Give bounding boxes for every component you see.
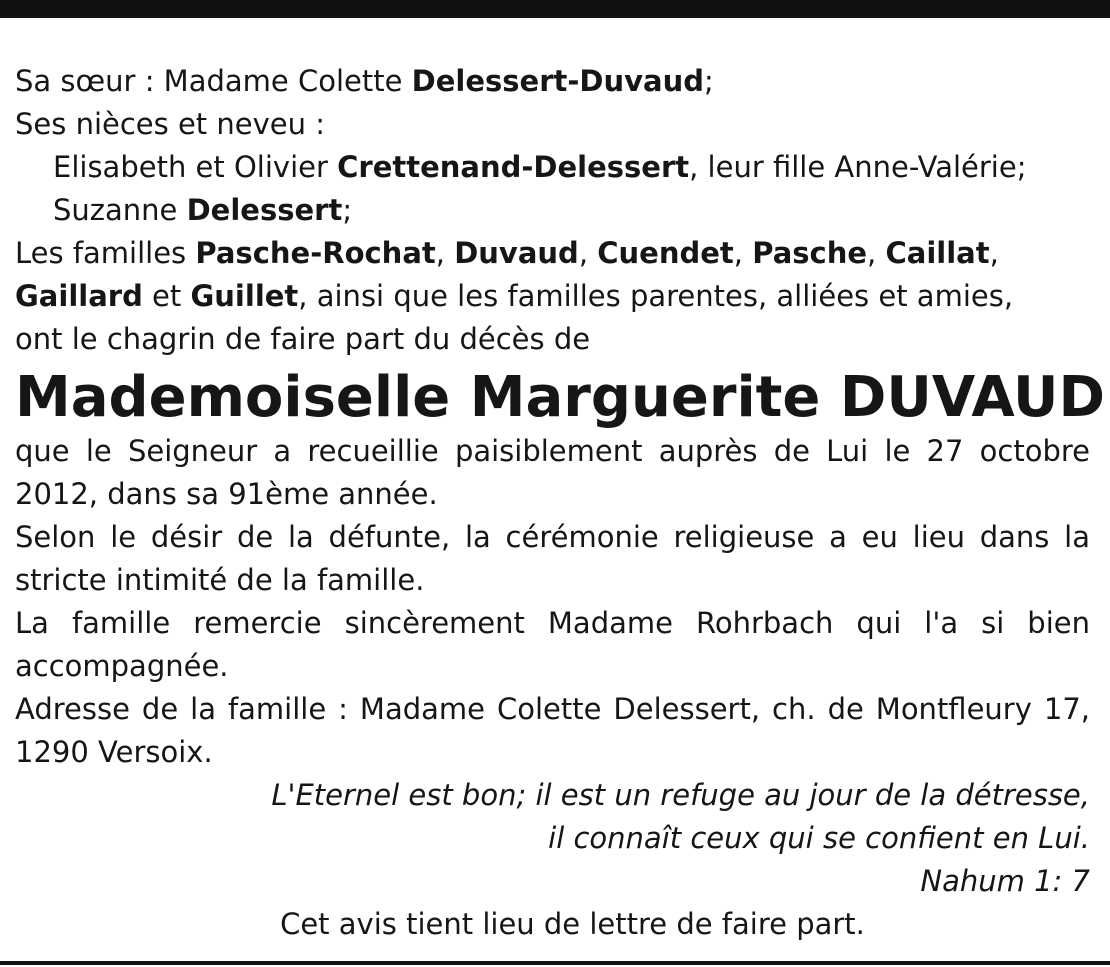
punctuation: ;: [704, 64, 714, 98]
obituary-notice: [15, 60, 1105, 946]
body-text-line: accompagnée.: [15, 649, 229, 683]
sister-line: [15, 60, 1090, 103]
niece-line-1: [15, 146, 1090, 189]
separator: ,: [435, 236, 455, 270]
family-name: Cuendet: [597, 236, 734, 270]
body-text-line: 2012, dans sa 91ème année.: [15, 477, 438, 511]
separator: ,: [578, 236, 598, 270]
body-text-line: stricte intimité de la famille.: [15, 563, 425, 597]
niece-name: Delessert: [186, 193, 343, 227]
families-line-1: [15, 232, 1090, 275]
nieces-intro: Ses nièces et neveu :: [15, 107, 325, 141]
bible-verse-line: il connaît ceux qui se confient en Lui.: [548, 821, 1090, 855]
announcement-line: ont le chagrin de faire part du décès de: [15, 322, 591, 356]
bottom-border-rule: [0, 961, 1110, 965]
family-name: Gaillard: [15, 279, 143, 313]
family-name: Caillat: [885, 236, 990, 270]
body-text-line: Selon le désir de la défunte, la cérémonie religieuse a eu lieu dans la: [15, 520, 1090, 554]
sister-text: Sa sœur : Madame Colette: [15, 64, 412, 98]
separator: ,: [989, 236, 999, 270]
separator: ,: [867, 236, 886, 270]
address-line: Adresse de la famille : Madame Colette Delessert, ch. de Montfleury 17,: [15, 692, 1090, 726]
punctuation: ;: [342, 193, 353, 227]
families-text: Les familles: [15, 236, 196, 270]
family-name: Guillet: [190, 279, 299, 313]
bible-verse-line: L'Eternel est bon; il est un refuge au jour de la détresse,: [271, 778, 1090, 812]
niece-name: Crettenand-Delessert: [337, 150, 690, 184]
families-text: , ainsi que les familles parentes, alliées et amies,: [298, 279, 1014, 313]
address-line: 1290 Versoix.: [15, 735, 213, 769]
niece-line-2: [15, 189, 1090, 232]
body-text-line: que le Seigneur a recueillie paisiblement auprès de Lui le 27 octobre: [15, 434, 1090, 468]
family-name: Duvaud: [454, 236, 579, 270]
niece-text: Elisabeth et Olivier: [53, 150, 338, 184]
closing-note: Cet avis tient lieu de lettre de faire part.: [280, 907, 865, 941]
families-line-2: [15, 275, 1090, 318]
separator: ,: [733, 236, 753, 270]
body-text-line: La famille remercie sincèrement Madame Rohrbach qui l'a si bien: [15, 606, 1090, 640]
family-name: Pasche-Rochat: [195, 236, 436, 270]
conjunction: et: [142, 279, 191, 313]
bible-verse-reference: Nahum 1: 7: [920, 864, 1090, 898]
niece-text: Suzanne: [53, 193, 187, 227]
family-name: Pasche: [752, 236, 868, 270]
sister-name: Delessert-Duvaud: [411, 64, 704, 98]
niece-text: , leur fille Anne-Valérie;: [689, 150, 1027, 184]
deceased-name: Mademoiselle Marguerite DUVAUD: [15, 365, 1105, 430]
top-border-rule: [0, 0, 1110, 18]
